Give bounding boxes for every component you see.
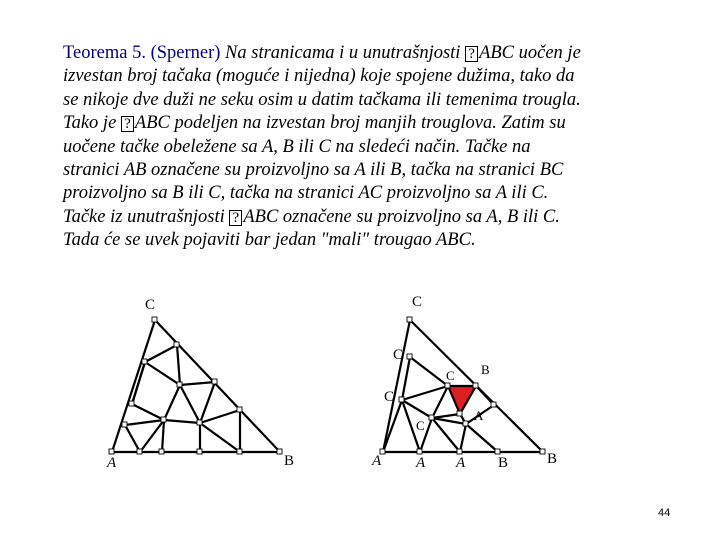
right-labels <box>371 294 557 471</box>
left-triangulation <box>112 320 280 452</box>
theorem-line-6: stranici AB označene su proizvoljno sa A ili B, tačka na stranici BC <box>63 160 564 181</box>
left-label-bottom-right: B <box>284 453 295 469</box>
right-label-bottom-a2: A <box>416 455 426 471</box>
theorem-line-7: proizvoljno sa B ili C, tačka na stranici AC proizvoljno sa A ili C. <box>63 183 549 204</box>
right-label-bottom-a3: A <box>456 455 466 471</box>
right-label-bottom-a1: A <box>372 453 382 469</box>
page-number: 44 <box>658 507 671 519</box>
theorem-line-5: uočene tačke obeležene sa A, B ili C na sledeći način. Tačke na <box>63 136 531 157</box>
right-label-mid-c: C <box>446 368 455 383</box>
right-label-inner-a: A <box>474 408 484 423</box>
left-label-bottom-left: A <box>107 455 117 471</box>
right-label-inner-c: C <box>416 418 425 433</box>
right-label-mid-b: B <box>481 362 490 377</box>
right-label-bottom-b2: B <box>547 451 558 467</box>
theorem-line-1: Teorema 5. (Sperner) Na stranicama i u unutrašnjosti ? ABC uočen je <box>63 43 581 63</box>
left-label-top: C <box>145 297 156 313</box>
theorem-line-4: Tako je ? ABC podeljen na izvestan broj manjih trouglova. Zatim su <box>63 113 566 134</box>
theorem-line-3: se nikoje dve duži ne seku osim u datim tačkama ili temenima trougla. <box>63 89 581 110</box>
theorem-line-8: Tačke iz unutrašnjosti ? ABC označene su proizvoljno sa A, B ili C. <box>63 206 560 227</box>
right-label-left-lower: C <box>384 389 395 405</box>
right-label-bottom-b1: B <box>498 455 509 471</box>
right-label-top: C <box>412 294 423 310</box>
missing-glyph-icon: ? <box>121 116 134 132</box>
theorem-label: Teorema 5. (Sperner) <box>63 43 221 63</box>
theorem-line-2: izvestan broj tačaka (moguće i nijedna) koje spojene dužima, tako da <box>63 66 575 87</box>
left-vertices <box>109 317 282 454</box>
right-triangulation <box>383 320 543 452</box>
missing-glyph-icon: ? <box>465 46 478 62</box>
right-label-left-upper: C <box>393 347 404 363</box>
theorem-line-9: Tada će se uvek pojaviti bar jedan "mali" trougao ABC. <box>63 230 476 251</box>
missing-glyph-icon: ? <box>229 210 242 226</box>
